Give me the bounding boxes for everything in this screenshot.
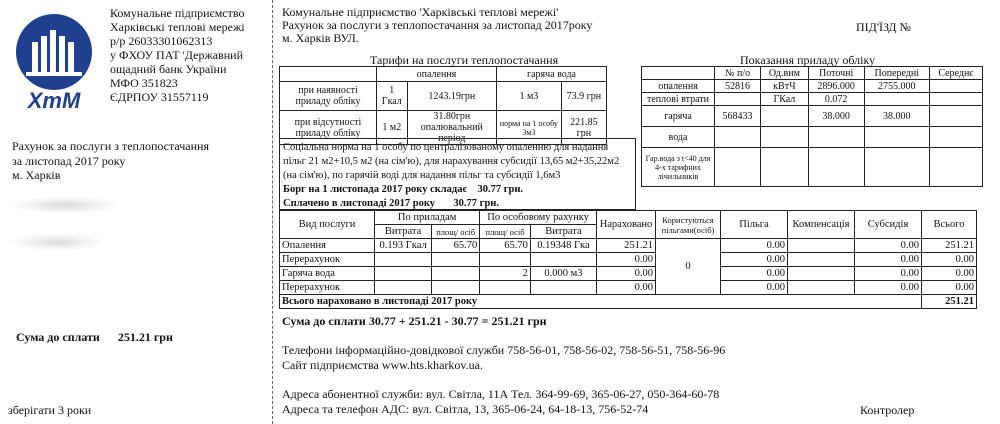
address-line: Адреса та телефон АДС: вул. Світла, 13, 365-06-24, 64-18-13, 756-52-74 [282, 402, 649, 416]
tariff-row-label: при відсутності приладу обліку [280, 111, 377, 145]
calc-cell [480, 281, 531, 295]
calc-col-benefit: Пільга [721, 211, 788, 239]
tariff-hot-price: 73.9 грн [561, 82, 606, 111]
calc-cell: 0.00 [721, 253, 788, 267]
stub-sum [16, 330, 173, 345]
stub-keep-note: зберігати 3 роки [8, 403, 92, 417]
calc-subcol: Витрата [375, 225, 432, 239]
tariffs-title: Тарифи на послуги теплопостачання [370, 53, 559, 67]
calc-cell [480, 253, 531, 267]
meter-row-label: опалення [642, 80, 715, 93]
table-row [280, 267, 977, 281]
table-row [280, 239, 977, 253]
calc-cell: 2 [480, 267, 531, 281]
stub-bill-title [12, 139, 209, 183]
calc-cell [788, 281, 855, 295]
calc-cell [375, 267, 432, 281]
calc-cell: 0.00 [597, 267, 656, 281]
stub-bill-line: за листопад 2017 року [12, 153, 126, 168]
meter-col-header: Попередні [864, 67, 929, 80]
meter-title: Показання приладу обліку [740, 53, 876, 67]
calc-total-value: 251.21 [922, 295, 977, 309]
redacted-area [10, 196, 120, 214]
stub-sum-value: 251.21 грн [117, 330, 173, 344]
org-line: Комунальне підприємство [110, 6, 245, 20]
calc-cell: 0.00 [855, 253, 922, 267]
meter-cell: 568433 [715, 106, 761, 127]
calc-users-value: 0 [656, 239, 721, 295]
calc-cell [788, 267, 855, 281]
calc-subcol: Витрата [530, 225, 596, 239]
calc-total-label: Всього нараховано в листопаді 2017 року [280, 295, 922, 309]
calc-col-account: По особовому рахунку [480, 211, 597, 225]
calc-cell: 0.000 м3 [530, 267, 596, 281]
calc-cell: 0.00 [721, 267, 788, 281]
meter-col-header: № п/о [715, 67, 761, 80]
stub-bill-line: Рахунок за послуги з теплопостачання [12, 139, 209, 153]
meter-cell: ГКал [761, 93, 809, 106]
meter-cell: 52816 [715, 80, 761, 93]
org-requisites [110, 6, 270, 104]
tariff-hot-unit: 1 м3 [496, 82, 561, 111]
payment-sum-line: Сума до сплати 30.77 + 251.21 - 30.77 = 251.21 грн [282, 314, 547, 328]
calc-cell: 0.00 [597, 253, 656, 267]
logo-text: ХтМ [27, 88, 81, 112]
calc-cell [432, 267, 480, 281]
calc-cell: 0.193 Гкал [375, 239, 432, 253]
meter-note: Гар.вода з t<40 для 4-х тарифних лічильників [642, 148, 715, 187]
bill-header-line: м. Харків ВУЛ. [282, 31, 359, 45]
meter-cell [715, 93, 761, 106]
calc-service-name: Гаряча вода [280, 267, 375, 281]
calc-cell: 0.00 [855, 239, 922, 253]
calc-col-users: Користуються пільгами(осіб) [656, 211, 721, 239]
meter-cell [929, 127, 982, 148]
tariff-price: 1243.19грн [407, 82, 496, 111]
calc-cell [432, 253, 480, 267]
meter-cell: 0.072 [808, 93, 864, 106]
calc-subcol: площ/ осіб [432, 225, 480, 239]
calc-cell [530, 281, 596, 295]
calc-service-name: Перерахунок [280, 281, 375, 295]
meter-cell [929, 93, 982, 106]
calc-col-total: Всього [922, 211, 977, 239]
meter-cell: 38.000 [864, 106, 929, 127]
table-total-row [280, 295, 977, 309]
meter-cell [761, 106, 809, 127]
norm-box [279, 138, 636, 210]
controller-label: Контролер [860, 403, 915, 417]
calc-cell [432, 281, 480, 295]
tariff-col-heat: опалення [377, 67, 497, 82]
tear-line [272, 0, 273, 424]
calc-cell: 0.00 [721, 281, 788, 295]
org-line: МФО 351823 [110, 76, 178, 90]
calc-cell [788, 239, 855, 253]
calc-cell: 65.70 [432, 239, 480, 253]
paid-line: Сплачено в листопаді 2017 року 30.77 грн. [283, 198, 499, 209]
tariff-col-hotwater: гаряча вода [496, 67, 606, 82]
meter-col-header: Поточні [808, 67, 864, 80]
calc-cell: 0.00 [855, 281, 922, 295]
meter-cell: 2755.000 [864, 80, 929, 93]
debt-line: Борг на 1 листопада 2017 року складає 30.77 грн. [283, 184, 524, 195]
meter-cell: кВтЧ [761, 80, 809, 93]
meter-row-label: гаряча [642, 106, 715, 127]
calc-col-accrued: Нараховано [597, 211, 656, 239]
tariff-hot-price: 221.85 грн [561, 111, 606, 145]
calc-cell [375, 281, 432, 295]
meter-cell [864, 93, 929, 106]
calc-cell: 0.00 [922, 281, 977, 295]
meter-cell: 38.000 [808, 106, 864, 127]
org-line: р/р 26033301062313 [110, 34, 213, 48]
calc-cell: 0.00 [922, 253, 977, 267]
org-line: Харківські теплові мережі [110, 20, 245, 34]
table-row [280, 281, 977, 295]
calc-cell: 251.21 [597, 239, 656, 253]
meter-col-header: Середнє [929, 67, 982, 80]
bill-header [282, 6, 592, 45]
calc-table [279, 210, 977, 309]
company-logo [8, 12, 100, 112]
meter-table [641, 66, 983, 187]
tariff-row-label: при наявності приладу обліку [280, 82, 377, 111]
org-line: ощадний банк України [110, 62, 227, 76]
calc-service-name: Опалення [280, 239, 375, 253]
calc-cell: 0.00 [721, 239, 788, 253]
calc-cell: 251.21 [922, 239, 977, 253]
meter-col-header: Од.вим [761, 67, 809, 80]
calc-cell [375, 253, 432, 267]
tariff-price-note: опалювальний період [420, 122, 483, 144]
redacted-area [10, 233, 105, 251]
calc-cell [530, 253, 596, 267]
stub-sum-label: Сума до сплати [16, 330, 100, 344]
site-line: Сайт підприємства www.hts.kharkov.ua. [282, 358, 483, 372]
meter-cell [864, 127, 929, 148]
calc-cell: 65.70 [480, 239, 531, 253]
calc-service-name: Перерахунок [280, 253, 375, 267]
meter-row-label: теплові втрати [642, 93, 715, 106]
bill-header-line: Комунальне підприємство 'Харківські теплові мережі' [282, 5, 559, 19]
org-line: у ФХОУ ПАТ 'Державний [110, 48, 244, 62]
meter-cell [929, 80, 982, 93]
calc-cell [788, 253, 855, 267]
address-line: Адреса абонентної служби: вул. Світла, 11А Тел. 364-99-69, 365-06-27, 050-364-60-78 [282, 387, 720, 401]
tariff-unit: 1 Гкал [377, 82, 408, 111]
stub-bill-line: м. Харків [12, 168, 61, 182]
meter-cell [761, 127, 809, 148]
meter-row-label: вода [642, 127, 715, 148]
tariff-hot-unit: норма на 1 особу 3м3 [496, 111, 561, 145]
meter-cell [808, 127, 864, 148]
calc-cell: 0.00 [597, 281, 656, 295]
norm-text: Соціальна норма на 1 особу по централізованому опаленню для надання пільг 21 м2+10,5 м2 (на сім'ю), для нарахування субсидії 13,65 м2+35,22м2 (на сім'ю), по гарячій воді для надання пільг та субсидії 1,6м3 [283, 142, 620, 181]
calc-cell: 0.00 [855, 267, 922, 281]
tariff-unit: 1 м2 [377, 111, 408, 145]
org-line: ЄДРПОУ 31557119 [110, 90, 209, 104]
phones-line: Телефони інформаційно-довідкової служби 758-56-01, 758-56-02, 758-56-51, 758-56-96 [282, 343, 726, 357]
calc-col-comp: Компенсація [788, 211, 855, 239]
calc-col-subsidy: Субсидія [855, 211, 922, 239]
tariff-price: 31.80грн [433, 111, 471, 122]
entrance-label: ПІД'ЇЗД № [856, 20, 911, 34]
bill-header-line: Рахунок за послуги з теплопостачання за листопад 2017року [282, 18, 593, 32]
calc-subcol: площ/ осіб [480, 225, 531, 239]
meter-cell: 2896.000 [808, 80, 864, 93]
tariffs-table [279, 66, 607, 145]
table-row [280, 253, 977, 267]
calc-cell: 0.19348 Гка [530, 239, 596, 253]
calc-col-service: Вид послуги [280, 211, 375, 239]
meter-cell [715, 127, 761, 148]
meter-cell [929, 106, 982, 127]
calc-cell: 0.00 [922, 267, 977, 281]
calc-col-device: По приладам [375, 211, 480, 225]
